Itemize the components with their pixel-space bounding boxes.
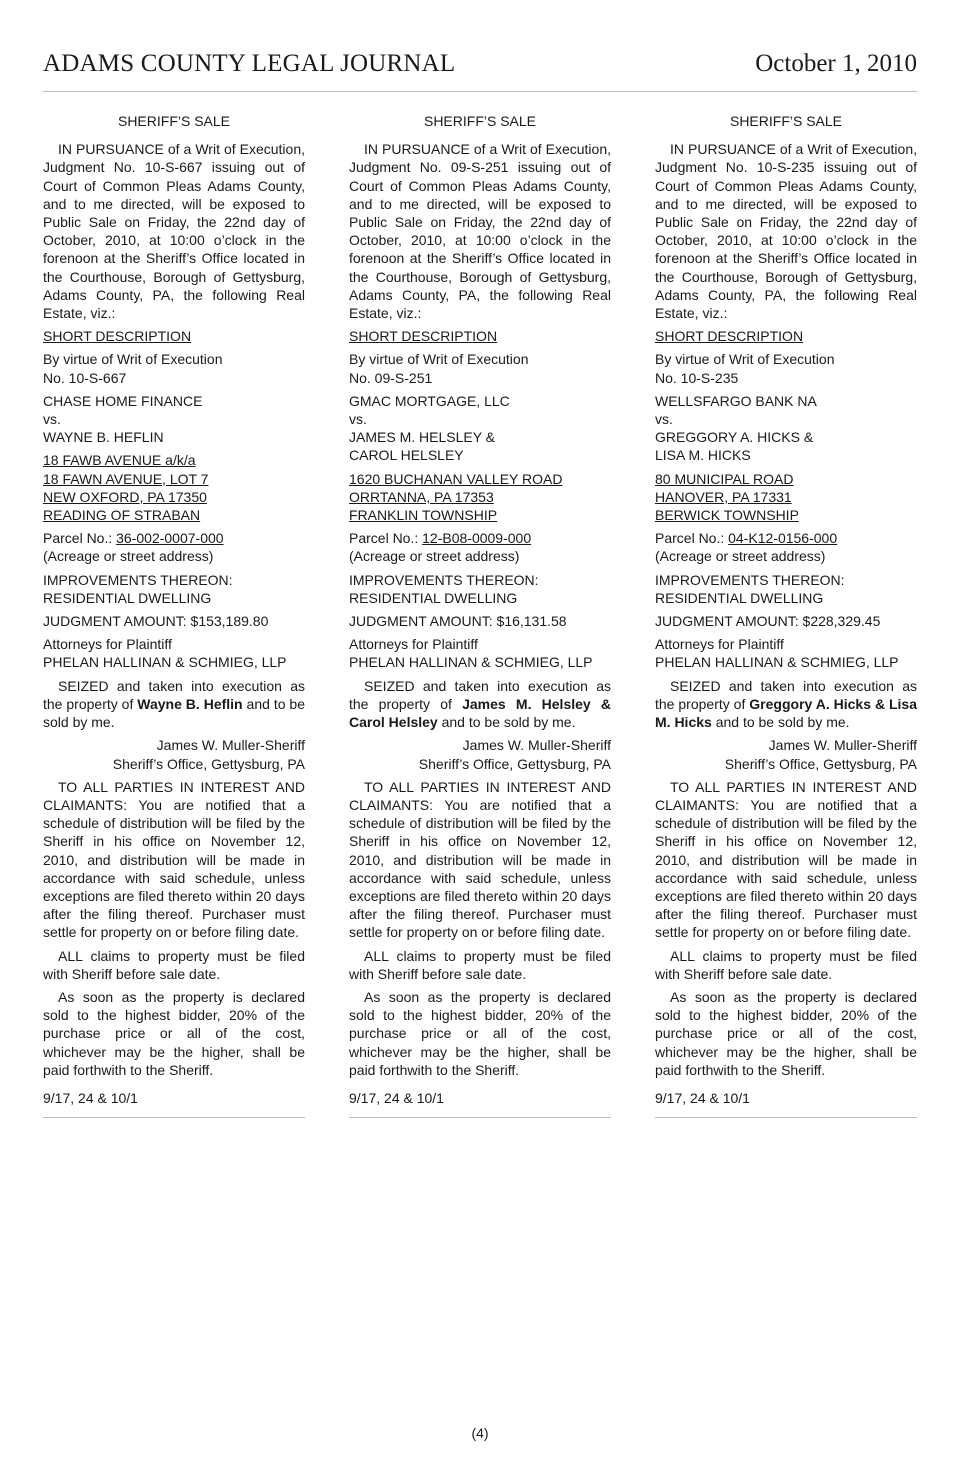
- versus: vs.: [655, 411, 673, 428]
- improvements-value: RESIDENTIAL DWELLING: [43, 589, 212, 606]
- sheriff-name: James W. Muller-Sheriff: [462, 737, 611, 754]
- seized-text: SEIZED and taken into execution as the property of: [43, 677, 305, 712]
- notice-heading: SHERIFF’S SALE: [117, 113, 231, 129]
- address-line: NEW OXFORD, PA 17350: [43, 488, 207, 505]
- pursuance-paragraph: IN PURSUANCE of a Writ of Execution, Judgment No. 09-S-251 issuing out of Court of Common Pleas Adams County, and to me directed, will be exposed to Public Sale on Friday, the 22nd day of October, 2010, at 10:00 o’clock in the forenoon at the Sheriff’s Office located in the Courthouse, Borough of Gettysburg, Adams County, PA, the following Real Estate, viz.:: [349, 141, 611, 322]
- judgment-amount: JUDGMENT AMOUNT: $16,131.58: [349, 613, 567, 630]
- parcel-label: Parcel No.:: [655, 530, 729, 547]
- sale-terms-paragraph: As soon as the property is declared sold to the highest bidder, 20% of the purchase price or all of the cost, whichever may be the higher, shall be paid forthwith to the Sheriff.: [655, 988, 917, 1078]
- short-description-label: SHORT DESCRIPTION: [43, 328, 192, 345]
- acreage-note: (Acreage or street address): [43, 548, 214, 565]
- writ-number: No. 10-S-235: [655, 369, 739, 386]
- parcel-block: [349, 529, 611, 565]
- publication-dates: 9/17, 24 & 10/1: [655, 1089, 750, 1106]
- improvements-value: RESIDENTIAL DWELLING: [349, 589, 518, 606]
- seized-paragraph: [655, 677, 917, 732]
- writ-line: By virtue of Writ of Execution: [655, 351, 835, 368]
- property-owner: Wayne B. Heflin: [137, 695, 243, 712]
- defendant: LISA M. HICKS: [655, 447, 751, 464]
- writ-line: By virtue of Writ of Execution: [43, 351, 223, 368]
- plaintiff: CHASE HOME FINANCE: [43, 392, 203, 409]
- attorneys-label: Attorneys for Plaintiff: [655, 636, 784, 653]
- notice-end-divider: [655, 1117, 917, 1118]
- sheriff-office: Sheriff’s Office, Gettysburg, PA: [112, 755, 305, 772]
- parcel-block: [655, 529, 917, 565]
- improvements-label: IMPROVEMENTS THEREON:: [43, 571, 233, 588]
- attorneys-label: Attorneys for Plaintiff: [349, 636, 478, 653]
- attorneys-block: [349, 635, 611, 671]
- publication-dates: 9/17, 24 & 10/1: [43, 1089, 138, 1106]
- page-number: (4): [471, 1425, 489, 1441]
- plaintiff: GMAC MORTGAGE, LLC: [349, 392, 510, 409]
- sheriff-signature: [655, 736, 917, 772]
- parcel-number: 36-002-0007-000: [116, 530, 224, 547]
- property-address: [655, 470, 917, 525]
- writ-block: [43, 350, 305, 386]
- property-owner: James M. Helsley & Carol Helsley: [349, 695, 611, 731]
- seized-text: SEIZED and taken into execution as the property of: [655, 677, 917, 712]
- short-description-label: SHORT DESCRIPTION: [655, 328, 804, 345]
- property-address: [43, 451, 305, 524]
- parties-block: [655, 392, 917, 465]
- defendant: JAMES M. HELSLEY &: [349, 429, 496, 446]
- sheriff-office: Sheriff’s Office, Gettysburg, PA: [418, 755, 611, 772]
- writ-block: [655, 350, 917, 386]
- improvements-block: [43, 571, 305, 607]
- parties-notice-paragraph: TO ALL PARTIES IN INTEREST AND CLAIMANTS: You are notified that a schedule of distribution will be filed by the Sheriff in his office on November 12, 2010, and distribution will be made in accordance with said schedule, unless exceptions are filed thereto within 20 days after the filing thereof. Purchaser must settle for property on or before filing date.: [43, 778, 305, 941]
- sheriff-sale-notice: [43, 112, 305, 1118]
- attorneys-firm: PHELAN HALLINAN & SCHMIEG, LLP: [43, 654, 287, 671]
- writ-block: [349, 350, 611, 386]
- versus: vs.: [349, 411, 367, 428]
- sale-terms-paragraph: As soon as the property is declared sold to the highest bidder, 20% of the purchase price or all of the cost, whichever may be the higher, shall be paid forthwith to the Sheriff.: [349, 988, 611, 1078]
- writ-number: No. 09-S-251: [349, 369, 433, 386]
- parcel-line: [655, 529, 917, 547]
- seized-text: SEIZED and taken into execution as the property of: [349, 677, 611, 712]
- parcel-number: 12-B08-0009-000: [422, 530, 532, 547]
- address-line: READING OF STRABAN: [43, 507, 201, 524]
- claims-paragraph: ALL claims to property must be filed with Sheriff before sale date.: [43, 947, 305, 982]
- address-line: HANOVER, PA 17331: [655, 488, 792, 505]
- publication-dates: 9/17, 24 & 10/1: [349, 1089, 444, 1106]
- improvements-value: RESIDENTIAL DWELLING: [655, 589, 824, 606]
- seized-text-end: and to be sold by me.: [437, 714, 576, 731]
- sheriff-name: James W. Muller-Sheriff: [156, 737, 305, 754]
- improvements-block: [655, 571, 917, 607]
- parties-notice-paragraph: TO ALL PARTIES IN INTEREST AND CLAIMANTS: You are notified that a schedule of distribution will be filed by the Sheriff in his office on November 12, 2010, and distribution will be made in accordance with said schedule, unless exceptions are filed thereto within 20 days after the filing thereof. Purchaser must settle for property on or before filing date.: [349, 778, 611, 941]
- seized-paragraph: [43, 677, 305, 732]
- property-address: [349, 470, 611, 525]
- notice-heading: SHERIFF’S SALE: [423, 113, 537, 129]
- notice-end-divider: [349, 1117, 611, 1118]
- parcel-line: [43, 529, 305, 547]
- address-line: ORRTANNA, PA 17353: [349, 488, 494, 505]
- writ-line: By virtue of Writ of Execution: [349, 351, 529, 368]
- parcel-number: 04-K12-0156-000: [728, 530, 838, 547]
- parties-block: [43, 392, 305, 447]
- improvements-label: IMPROVEMENTS THEREON:: [349, 571, 539, 588]
- attorneys-firm: PHELAN HALLINAN & SCHMIEG, LLP: [655, 654, 899, 671]
- improvements-label: IMPROVEMENTS THEREON:: [655, 571, 845, 588]
- writ-number: No. 10-S-667: [43, 369, 127, 386]
- parcel-label: Parcel No.:: [43, 530, 117, 547]
- sheriff-signature: [349, 736, 611, 772]
- address-line: 1620 BUCHANAN VALLEY ROAD: [349, 470, 563, 487]
- pursuance-paragraph: IN PURSUANCE of a Writ of Execution, Judgment No. 10-S-667 issuing out of Court of Common Pleas Adams County, and to me directed, will be exposed to Public Sale on Friday, the 22nd day of October, 2010, at 10:00 o’clock in the forenoon at the Sheriff’s Office located in the Courthouse, Borough of Gettysburg, Adams County, PA, the following Real Estate, viz.:: [43, 141, 305, 322]
- address-line: BERWICK TOWNSHIP: [655, 507, 799, 524]
- judgment-amount: JUDGMENT AMOUNT: $228,329.45: [655, 613, 881, 630]
- attorneys-block: [43, 635, 305, 671]
- journal-title: ADAMS COUNTY LEGAL JOURNAL: [43, 50, 456, 77]
- pursuance-paragraph: IN PURSUANCE of a Writ of Execution, Judgment No. 10-S-235 issuing out of Court of Common Pleas Adams County, and to me directed, will be exposed to Public Sale on Friday, the 22nd day of October, 2010, at 10:00 o’clock in the forenoon at the Sheriff’s Office located in the Courthouse, Borough of Gettysburg, Adams County, PA, the following Real Estate, viz.:: [655, 141, 917, 322]
- sale-terms-paragraph: As soon as the property is declared sold to the highest bidder, 20% of the purchase price or all of the cost, whichever may be the higher, shall be paid forthwith to the Sheriff.: [43, 988, 305, 1078]
- parcel-line: [349, 529, 611, 547]
- notice-end-divider: [43, 1117, 305, 1118]
- defendant: GREGGORY A. HICKS &: [655, 429, 814, 446]
- header-divider: [43, 91, 917, 92]
- seized-text-end: and to be sold by me.: [43, 695, 305, 731]
- versus: vs.: [43, 411, 61, 428]
- claims-paragraph: ALL claims to property must be filed with Sheriff before sale date.: [655, 947, 917, 982]
- address-line: 80 MUNICIPAL ROAD: [655, 470, 794, 487]
- judgment-amount: JUDGMENT AMOUNT: $153,189.80: [43, 613, 269, 630]
- issue-date: October 1, 2010: [755, 50, 917, 77]
- sheriff-signature: [43, 736, 305, 772]
- attorneys-label: Attorneys for Plaintiff: [43, 636, 172, 653]
- sheriff-sale-notice: [349, 112, 611, 1118]
- parties-block: [349, 392, 611, 465]
- defendant: CAROL HELSLEY: [349, 447, 464, 464]
- sheriff-name: James W. Muller-Sheriff: [768, 737, 917, 754]
- address-line: 18 FAWN AVENUE, LOT 7: [43, 470, 209, 487]
- parties-notice-paragraph: TO ALL PARTIES IN INTEREST AND CLAIMANTS: You are notified that a schedule of distribution will be filed by the Sheriff in his office on November 12, 2010, and distribution will be made in accordance with said schedule, unless exceptions are filed thereto within 20 days after the filing thereof. Purchaser must settle for property on or before filing date.: [655, 778, 917, 941]
- attorneys-firm: PHELAN HALLINAN & SCHMIEG, LLP: [349, 654, 593, 671]
- address-line: FRANKLIN TOWNSHIP: [349, 507, 498, 524]
- claims-paragraph: ALL claims to property must be filed with Sheriff before sale date.: [349, 947, 611, 982]
- address-line: 18 FAWB AVENUE a/k/a: [43, 452, 196, 469]
- sheriff-sale-notice: [655, 112, 917, 1118]
- attorneys-block: [655, 635, 917, 671]
- short-description-label: SHORT DESCRIPTION: [349, 328, 498, 345]
- plaintiff: WELLSFARGO BANK NA: [655, 392, 817, 409]
- parcel-label: Parcel No.:: [349, 530, 423, 547]
- sheriff-office: Sheriff’s Office, Gettysburg, PA: [724, 755, 917, 772]
- page-header: [43, 50, 917, 90]
- improvements-block: [349, 571, 611, 607]
- notice-heading: SHERIFF’S SALE: [729, 113, 843, 129]
- defendant: WAYNE B. HEFLIN: [43, 429, 164, 446]
- seized-paragraph: [349, 677, 611, 732]
- property-owner: Greggory A. Hicks & Lisa M. Hicks: [655, 695, 917, 731]
- parcel-block: [43, 529, 305, 565]
- seized-text-end: and to be sold by me.: [711, 714, 850, 731]
- acreage-note: (Acreage or street address): [655, 548, 826, 565]
- acreage-note: (Acreage or street address): [349, 548, 520, 565]
